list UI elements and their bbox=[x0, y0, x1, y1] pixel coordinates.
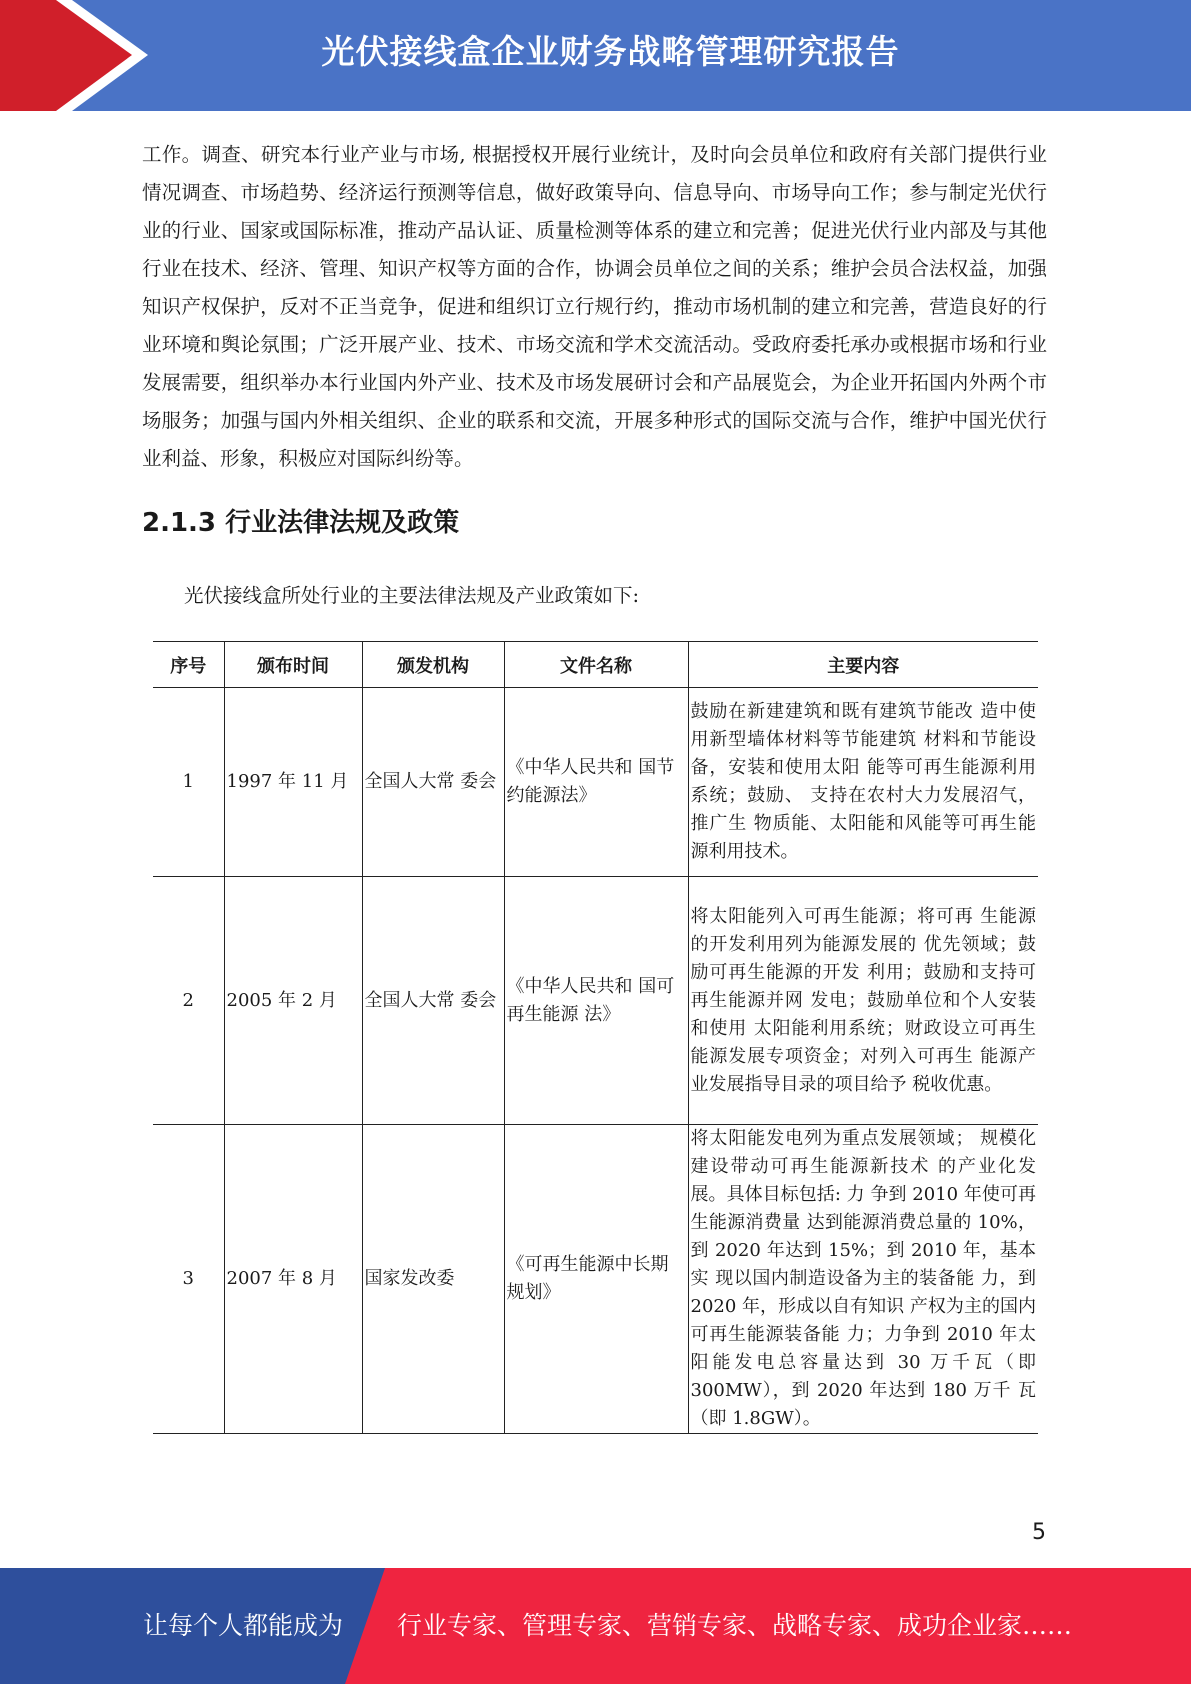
policy-table bbox=[153, 641, 1038, 1434]
report-title: 光伏接线盒企业财务战略管理研究报告 bbox=[321, 32, 900, 71]
table-row bbox=[153, 688, 1038, 877]
row-content: 鼓励在新建建筑和既有建筑节能改 造中使用新型墙体材料等节能建筑 材料和节能设备，安装和使用太阳 能等可再生能源利用系统；鼓励、 支持在农村大力发展沼气，推广生 物质能、太阳能和风能等可再生能 源利用技术。 bbox=[688, 688, 1038, 877]
table-header-row bbox=[153, 642, 1038, 688]
row-content: 将太阳能发电列为重点发展领域； 规模化建设带动可再生能源新技术 的产业化发展。具体目标包括: 力 争到 2010 年使可再生能源消费量 达到能源消费总量的 10%，到 2020 年达到 15%；到 2010 年，基本实 现以国内制造设备为主的装备能 力，到 2020 年，形成以自有知识 产权为主的国内可再生能源装备能 力；力争到 2010 年太阳能发电总容量达到 30 万千瓦（即 300MW），到 2020 年达到 180 万千 瓦（即 1.8GW）。 bbox=[688, 1125, 1038, 1434]
row-document: 《可再生能源中长期规划》 bbox=[504, 1125, 688, 1434]
row-document: 《中华人民共和 国可再生能源 法》 bbox=[504, 877, 688, 1125]
footer-slogan-right: 行业专家、管理专家、营销专家、战略专家、成功企业家…… bbox=[397, 1611, 1073, 1640]
row-agency: 国家发改委 bbox=[362, 1125, 504, 1434]
col-header-agency: 颁发机构 bbox=[362, 642, 504, 688]
col-header-document: 文件名称 bbox=[504, 642, 688, 688]
table-row bbox=[153, 877, 1038, 1125]
row-index: 2 bbox=[153, 877, 224, 1125]
row-content: 将太阳能列入可再生能源；将可再 生能源的开发利用列为能源发展的 优先领域；鼓励可再生能源的开发 利用；鼓励和支持可再生能源并网 发电；鼓励单位和个人安装和使用 太阳能利用系统；财政设立可再生 能源发展专项资金；对列入可再生 能源产业发展指导目录的项目给予 税收优惠。 bbox=[688, 877, 1038, 1125]
page-header bbox=[0, 0, 1191, 111]
body-paragraph: 工作。调查、研究本行业产业与市场, 根据授权开展行业统计，及时向会员单位和政府有关部门提供行业情况调查、市场趋势、经济运行预测等信息，做好政策导向、信息导向、市场导向工作；参与制定光伏行业的行业、国家或国际标准，推动产品认证、质量检测等体系的建立和完善；促进光伏行业内部及与其他行业在技术、经济、管理、知识产权等方面的合作，协调会员单位之间的关系；维护会员合法权益，加强知识产权保护，反对不正当竞争，促进和组织订立行规行约，推动市场机制的建立和完善，营造良好的行业环境和舆论氛围；广泛开展产业、技术、市场交流和学术交流活动。受政府委托承办或根据市场和行业发展需要，组织举办本行业国内外产业、技术及市场发展研讨会和产品展览会，为企业开拓国内外两个市场服务；加强与国内外相关组织、企业的联系和交流，开展多种形式的国际交流与合作，维护中国光伏行业利益、形象，积极应对国际纠纷等。 bbox=[142, 143, 1047, 470]
row-agency: 全国人大常 委会 bbox=[362, 877, 504, 1125]
col-header-date: 颁布时间 bbox=[224, 642, 362, 688]
row-date: 2007 年 8 月 bbox=[224, 1125, 362, 1434]
row-date: 2005 年 2 月 bbox=[224, 877, 362, 1125]
page-footer bbox=[0, 1568, 1191, 1684]
row-index: 1 bbox=[153, 688, 224, 877]
table-intro: 光伏接线盒所处行业的主要法律法规及产业政策如下: bbox=[184, 584, 640, 607]
col-header-content: 主要内容 bbox=[688, 642, 1038, 688]
row-agency: 全国人大常 委会 bbox=[362, 688, 504, 877]
row-date: 1997 年 11 月 bbox=[224, 688, 362, 877]
table-row bbox=[153, 1125, 1038, 1434]
row-document: 《中华人民共和 国节约能源法》 bbox=[504, 688, 688, 877]
section-heading: 2.1.3 行业法律法规及政策 bbox=[142, 508, 460, 538]
col-header-index: 序号 bbox=[153, 642, 224, 688]
footer-slogan-left: 让每个人都能成为 bbox=[143, 1611, 344, 1640]
page-number: 5 bbox=[1032, 1520, 1046, 1545]
row-index: 3 bbox=[153, 1125, 224, 1434]
